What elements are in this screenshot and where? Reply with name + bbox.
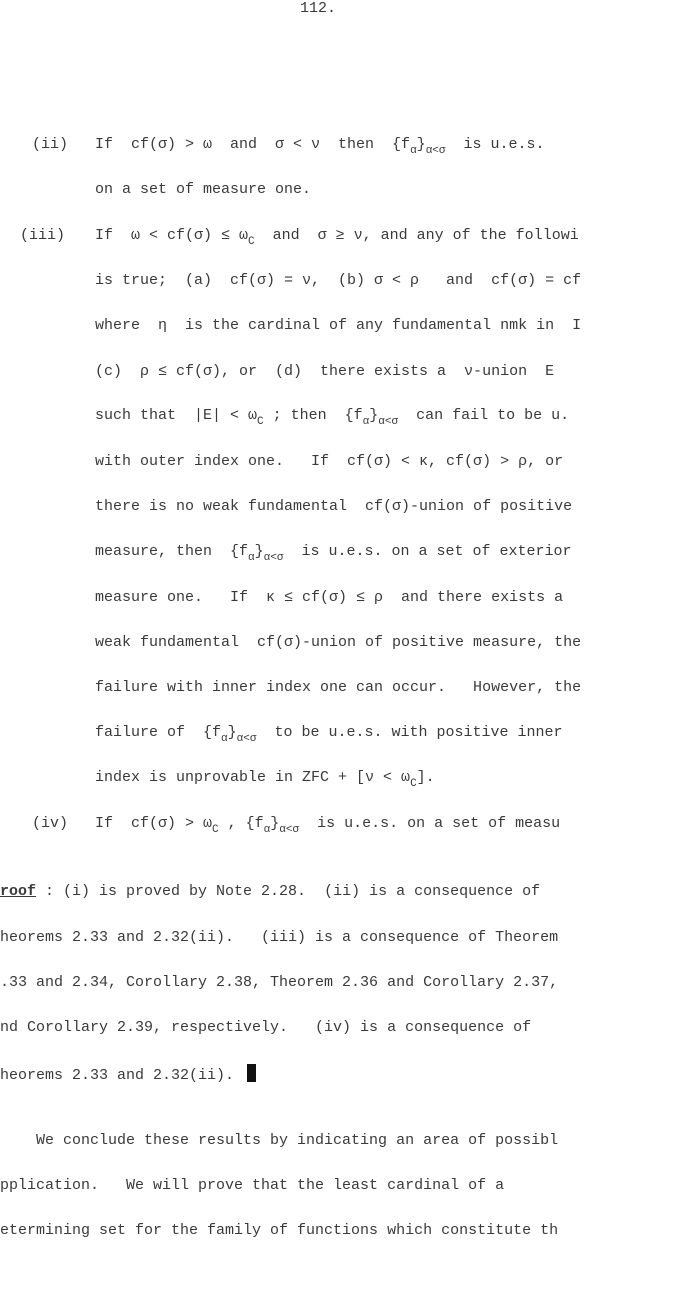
- item-iii-line-4: (c) ρ ≤ cf(σ), or (d) there exists a ν-union E: [95, 363, 555, 380]
- item-iii-line-10: weak fundamental cf(σ)-union of positive measure, the: [95, 634, 582, 651]
- item-iv-line-1: If $cf(\sigma) > \omega_C$ , $\{f_\alpha\}_{\alpha<\sigma}$ is u.e.s. on a set of measu: [95, 815, 561, 836]
- conclusion-line-3: etermining set for the family of functions which constitute th: [0, 1222, 559, 1239]
- item-iii-line-11: failure with inner index one can occur. However, the: [95, 679, 582, 696]
- item-iii-line-3: where η is the cardinal of any fundamental nmk in I: [95, 317, 582, 334]
- item-iv-label: (iv): [32, 815, 69, 832]
- proof-line-2: heorems 2.33 and 2.32(ii). (iii) is a consequence of Theorem: [0, 929, 559, 946]
- item-iii-line-7: there is no weak fundamental cf(σ)-union of positive: [95, 498, 573, 515]
- item-iii-line-5: such that $|E| < \omega_C$ ; then $\{f_\alpha\}_{\alpha<\sigma}$ can fail to be u.: [95, 407, 570, 428]
- item-iii-line-13: index is unprovable in ZFC + $[\nu < \omega_C]$.: [95, 769, 435, 790]
- item-ii-line-1: If cf(σ) > ω and σ < ν then $\{f_\alpha\}_{\alpha<\sigma}$ is u.e.s.: [95, 136, 545, 157]
- proof-line-4: nd Corollary 2.39, respectively. (iv) is a consequence of: [0, 1019, 532, 1036]
- conclusion-line-2: pplication. We will prove that the least cardinal of a: [0, 1177, 505, 1194]
- item-iii-line-6: with outer index one. If cf(σ) < κ, cf(σ) > ρ, or: [95, 453, 564, 470]
- item-iii-label: (iii): [20, 227, 66, 244]
- item-iii-line-12: failure of $\{f_\alpha\}_{\alpha<\sigma}$ to be u.e.s. with positive inner: [95, 724, 563, 745]
- item-iii-line-8: measure, then $\{f_\alpha\}_{\alpha<\sigma}$ is u.e.s. on a set of exterior: [95, 543, 572, 564]
- proof-line-3: .33 and 2.34, Corollary 2.38, Theorem 2.36 and Corollary 2.37,: [0, 974, 559, 991]
- item-iii-line-1: If $\omega < cf(\sigma) \le \omega_C$ and σ ≥ ν, and any of the followi: [95, 227, 579, 248]
- proof-label: roof: [0, 883, 37, 900]
- item-ii-line-2: on a set of measure one.: [95, 181, 312, 198]
- item-iii-line-9: measure one. If κ ≤ cf(σ) ≤ ρ and there exists a: [95, 589, 564, 606]
- conclusion-line-1: We conclude these results by indicating an area of possibl: [0, 1132, 559, 1149]
- page-number: 112.: [300, 0, 337, 17]
- proof-line-1: roof : (i) is proved by Note 2.28. (ii) is a consequence of: [0, 883, 541, 900]
- qed-symbol: [247, 1064, 256, 1082]
- item-iii-line-2: is true; (a) cf(σ) = ν, (b) σ < ρ and cf(σ) = cf: [95, 272, 582, 289]
- item-ii-label: (ii): [32, 136, 69, 153]
- proof-line-5: heorems 2.33 and 2.32(ii).: [0, 1064, 256, 1084]
